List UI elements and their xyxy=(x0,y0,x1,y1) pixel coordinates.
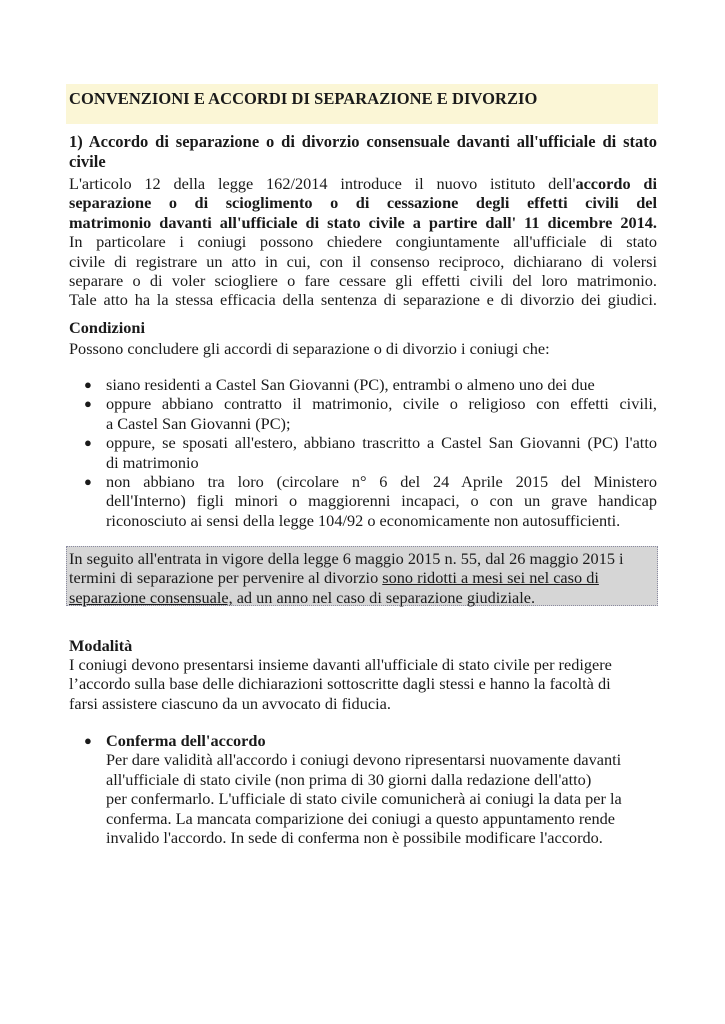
list-item: ● oppure, se sposati all'estero, abbiano trascritto a Castel San Giovanni (PC) l'atto di matrimonio xyxy=(84,433,657,472)
notice-text: In seguito all'entrata in vigore della legge 6 maggio 2015 n. 55, dal 26 maggio 2015 i termini di separazione per pervenire al divorzio sono ridotti a mesi sei nel caso di separazione consensuale, ad un anno nel caso di separazione giudiziale. xyxy=(69,549,624,607)
intro-line6: separare o di voler sciogliere o fare cessare gli effetti civili del loro matrimonio. xyxy=(69,271,657,291)
list-item: ● Conferma dell'accordo Per dare validità all'accordo i coniugi devono ripresentarsi nuovamente davanti all'ufficiale di stato civile (non prima di 30 giorni dalla redazione dell'atto) per confermarlo. L'ufficiale di stato civile comunicherà ai coniugi la data per la conferma. La mancata comparizione dei coniugi a questo appuntamento rende invalido l'accordo. In sede di conferma non è possibile modificare l'accordo. xyxy=(69,731,657,847)
bullet-icon: ● xyxy=(84,474,92,490)
section-heading-line2: civile xyxy=(69,152,106,171)
page-title: CONVENZIONI E ACCORDI DI SEPARAZIONE E DIVORZIO xyxy=(69,89,538,108)
bullet-icon: ● xyxy=(84,435,92,451)
conferma-list xyxy=(69,731,657,847)
intro-line3: matrimonio davanti all'ufficiale di stato civile a partire dall' 11 dicembre 2014. xyxy=(69,212,657,232)
intro-line2: separazione o di scioglimento o di cessazione degli effetti civili del xyxy=(69,193,657,213)
intro-paragraph xyxy=(69,174,657,310)
intro-line5: civile di registrare un atto in cui, con il consenso reciproco, dichiarano di volersi xyxy=(69,251,657,271)
conditions-intro: Possono concludere gli accordi di separazione o di divorzio i coniugi che: xyxy=(69,339,550,358)
list-item: ● oppure abbiano contratto il matrimonio, civile o religioso con effetti civili, a Castel San Giovanni (PC); xyxy=(84,394,657,433)
list-item: ● non abbiano tra loro (circolare n° 6 del 24 Aprile 2015 del Ministero dell'Interno) figli minori o maggiorenni incapaci, o con un grave handicap riconosciuto ai sensi della legge 104/92 o economicamente non autosufficienti. xyxy=(84,472,657,530)
bullet-icon: ● xyxy=(84,733,92,748)
intro-line4: In particolare i coniugi possono chiedere congiuntamente all'ufficiale di stato xyxy=(69,232,657,252)
conditions-list xyxy=(69,375,657,530)
section-heading-line1: 1) Accordo di separazione o di divorzio consensuale davanti all'ufficiale di stato xyxy=(69,132,657,151)
conditions-heading: Condizioni xyxy=(69,318,146,337)
intro-line7: Tale atto ha la stessa efficacia della sentenza di separazione e di divorzio dei giudici. xyxy=(69,290,657,310)
list-item: ● siano residenti a Castel San Giovanni (PC), entrambi o almeno uno dei due xyxy=(84,375,595,394)
modalita-heading: Modalità xyxy=(69,636,133,655)
section-heading xyxy=(69,132,657,172)
bullet-icon: ● xyxy=(84,377,92,392)
bullet-icon: ● xyxy=(84,396,92,412)
intro-line1: L'articolo 12 della legge 162/2014 introduce il nuovo istituto dell'accordo di xyxy=(69,174,657,193)
conferma-heading: Conferma dell'accordo xyxy=(106,731,266,750)
modalita-paragraph: I coniugi devono presentarsi insieme davanti all'ufficiale di stato civile per redigere l’accordo sulla base delle dichiarazioni sottoscritte dagli stessi e hanno la facoltà di farsi assistere ciascuno da un avvocato di fiducia. xyxy=(69,655,612,713)
